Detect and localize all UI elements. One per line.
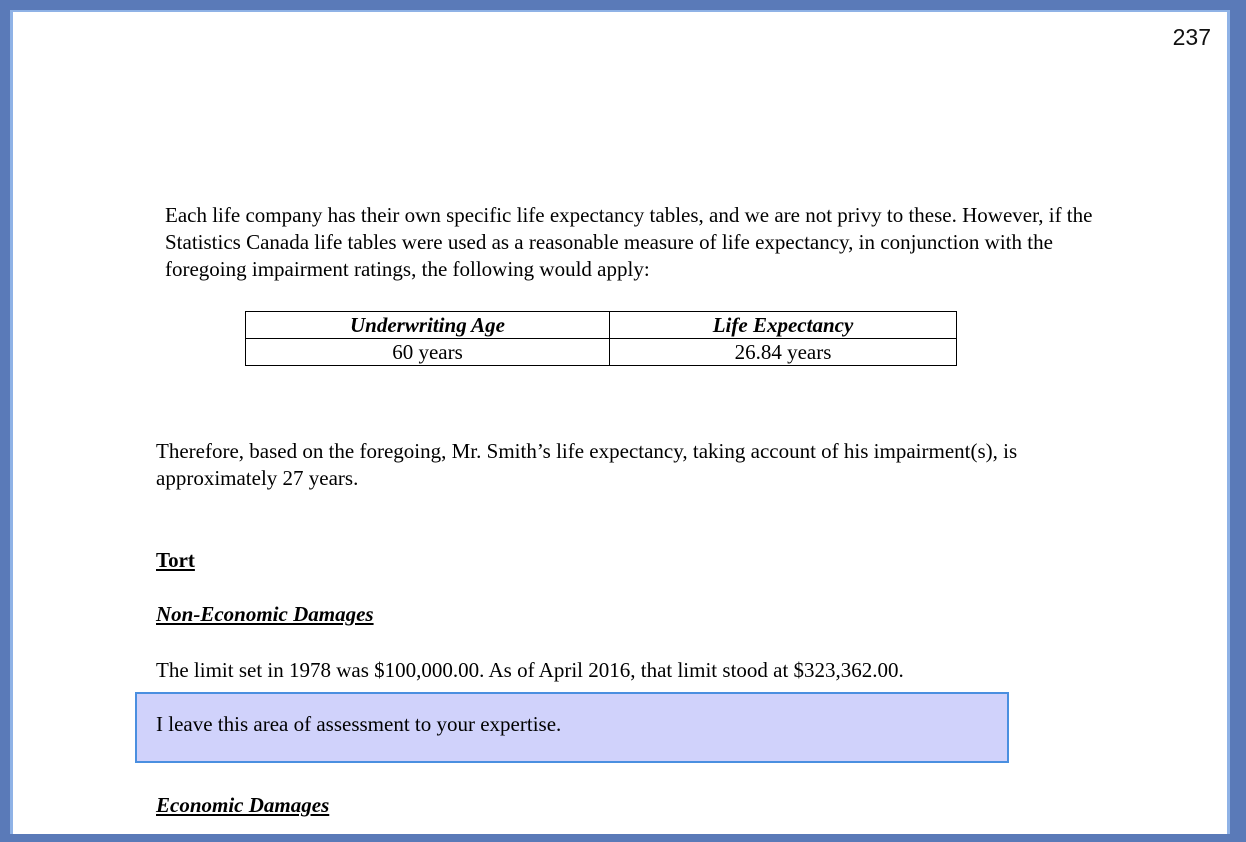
highlight-text: I leave this area of assessment to your expertise. <box>156 712 562 736</box>
table-cell: 26.84 years <box>610 339 957 366</box>
table-header-cell: Life Expectancy <box>610 312 957 339</box>
life-expectancy-table <box>245 311 957 366</box>
table-cell: 60 years <box>246 339 610 366</box>
heading-tort: Tort <box>156 548 195 572</box>
document-page <box>10 10 1230 834</box>
paragraph-life-tables: Each life company has their own specific life expectancy tables, and we are not privy to these. However, if the Statistics Canada life tables were used as a reasonable measure of life expectancy, in conjunction with the foregoing impairment ratings, the following would apply: <box>165 203 1093 281</box>
heading-economic-damages: Economic Damages <box>156 793 330 817</box>
life-expectancy-table-wrap <box>245 311 957 366</box>
heading-non-economic-damages: Non-Economic Damages <box>156 602 374 626</box>
highlight-annotation[interactable] <box>135 692 1009 763</box>
paragraph-conclusion: Therefore, based on the foregoing, Mr. Smith’s life expectancy, taking account of his impairment(s), is approximately 27 years. <box>156 439 1018 490</box>
table-header-row <box>246 312 957 339</box>
table-row <box>246 339 957 366</box>
paragraph-limit: The limit set in 1978 was $100,000.00. As of April 2016, that limit stood at $323,362.00. <box>156 658 904 682</box>
table-header-cell: Underwriting Age <box>246 312 610 339</box>
page-number: 237 <box>1172 24 1211 50</box>
